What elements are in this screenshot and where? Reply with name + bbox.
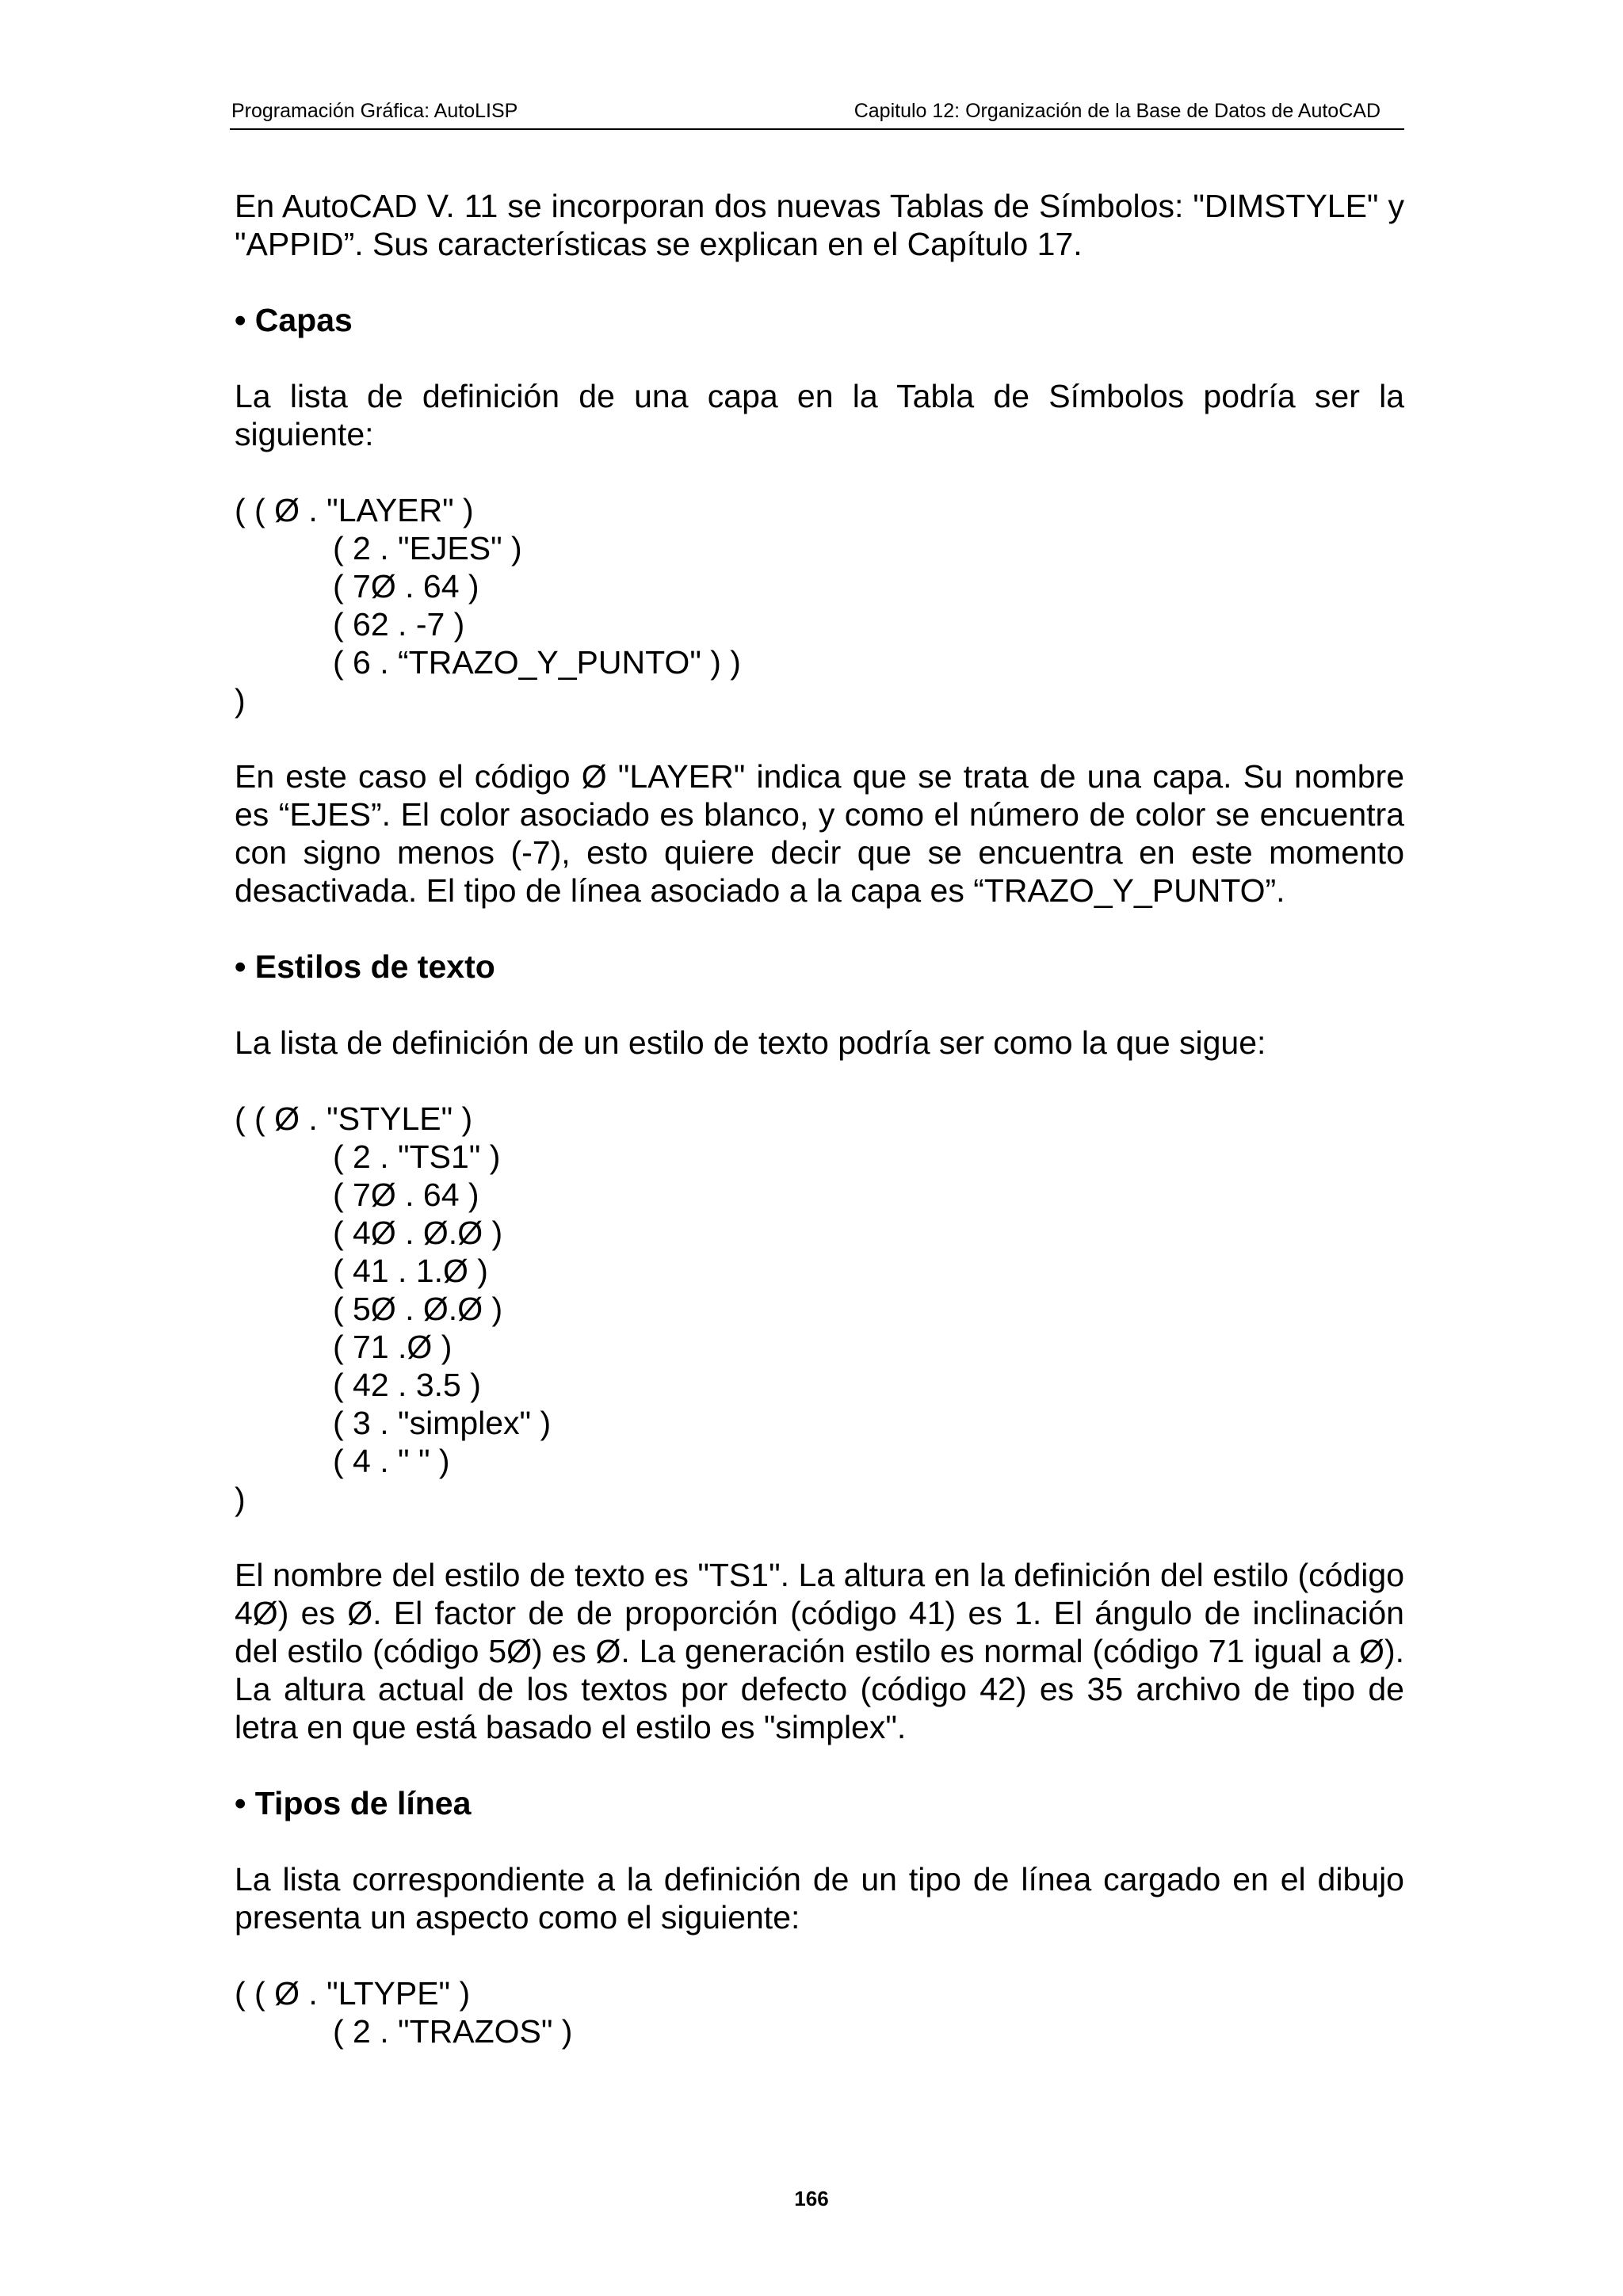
estilos-intro: La lista de definición de un estilo de texto podría ser como la que sigue: bbox=[235, 1024, 1266, 1061]
code-line: ( 2 . "TRAZOS" ) bbox=[333, 2013, 573, 2050]
page-content bbox=[235, 187, 1404, 2050]
estilos-code-block bbox=[235, 1100, 1404, 1518]
code-line: ( ( Ø . "LTYPE" ) bbox=[235, 1975, 471, 2012]
code-line: ( 6 . “TRAZO_Y_PUNTO" ) ) bbox=[333, 644, 741, 681]
code-line: ( 71 .Ø ) bbox=[333, 1329, 453, 1365]
code-line: ) bbox=[235, 1481, 246, 1517]
code-line: ( 4 . " " ) bbox=[333, 1443, 450, 1479]
capas-explanation: En este caso el código Ø "LAYER" indica que se trata de una capa. Su nombre es “EJES”. El color asociado es blanco, y como el número de color se encuentra con signo menos (-7), esto quiere decir que se encuentra en este momento desactivada. El tipo de línea asociado a la capa es “TRAZO_Y_PUNTO”. bbox=[235, 758, 1404, 909]
code-line: ( 41 . 1.Ø ) bbox=[333, 1253, 488, 1289]
code-line: ( 2 . "EJES" ) bbox=[333, 530, 522, 566]
code-line: ( ( Ø . "LAYER" ) bbox=[235, 492, 474, 528]
code-line: ( 7Ø . 64 ) bbox=[333, 568, 479, 605]
page-number: 166 bbox=[794, 2187, 829, 2210]
capas-code-block bbox=[235, 491, 1404, 719]
section-heading-tipos: • Tipos de línea bbox=[235, 1785, 472, 1821]
code-line: ( 7Ø . 64 ) bbox=[333, 1177, 479, 1213]
code-line: ( ( Ø . "STYLE" ) bbox=[235, 1100, 473, 1137]
capas-intro: La lista de definición de una capa en la Tabla de Símbolos podría ser la siguiente: bbox=[235, 378, 1404, 452]
estilos-explanation: El nombre del estilo de texto es "TS1". La altura en la definición del estilo (código 4Ø) es Ø. El factor de de proporción (código 41) es 1. El ángulo de inclinación del estilo (código 5Ø) es Ø. La generación estilo es normal (código 71 igual a Ø). La altura actual de los textos por defecto (código 42) es 35 archivo de tipo de letra en que está basado el estilo es "simplex". bbox=[235, 1557, 1404, 1745]
code-line: ( 5Ø . Ø.Ø ) bbox=[333, 1291, 503, 1327]
code-line: ( 42 . 3.5 ) bbox=[333, 1367, 481, 1403]
section-heading-estilos: • Estilos de texto bbox=[235, 948, 495, 985]
tipos-intro: La lista correspondiente a la definición de un tipo de línea cargado en el dibujo presenta un aspecto como el siguiente: bbox=[235, 1861, 1404, 1936]
code-line: ) bbox=[235, 682, 246, 719]
code-line: ( 62 . -7 ) bbox=[333, 606, 465, 643]
section-heading-capas: • Capas bbox=[235, 302, 353, 338]
code-line: ( 3 . "simplex" ) bbox=[333, 1405, 552, 1441]
page-header bbox=[230, 95, 1404, 130]
code-line: ( 4Ø . Ø.Ø ) bbox=[333, 1215, 503, 1251]
tipos-code-block bbox=[235, 1974, 1404, 2050]
intro-paragraph: En AutoCAD V. 11 se incorporan dos nuevas Tablas de Símbolos: "DIMSTYLE" y "APPID”. Sus características se explican en el Capítulo 17. bbox=[235, 188, 1404, 262]
header-chapter-title: Capitulo 12: Organización de la Base de Datos de AutoCAD bbox=[854, 100, 1381, 122]
header-book-title: Programación Gráfica: AutoLISP bbox=[231, 100, 518, 122]
code-line: ( 2 . "TS1" ) bbox=[333, 1138, 501, 1175]
